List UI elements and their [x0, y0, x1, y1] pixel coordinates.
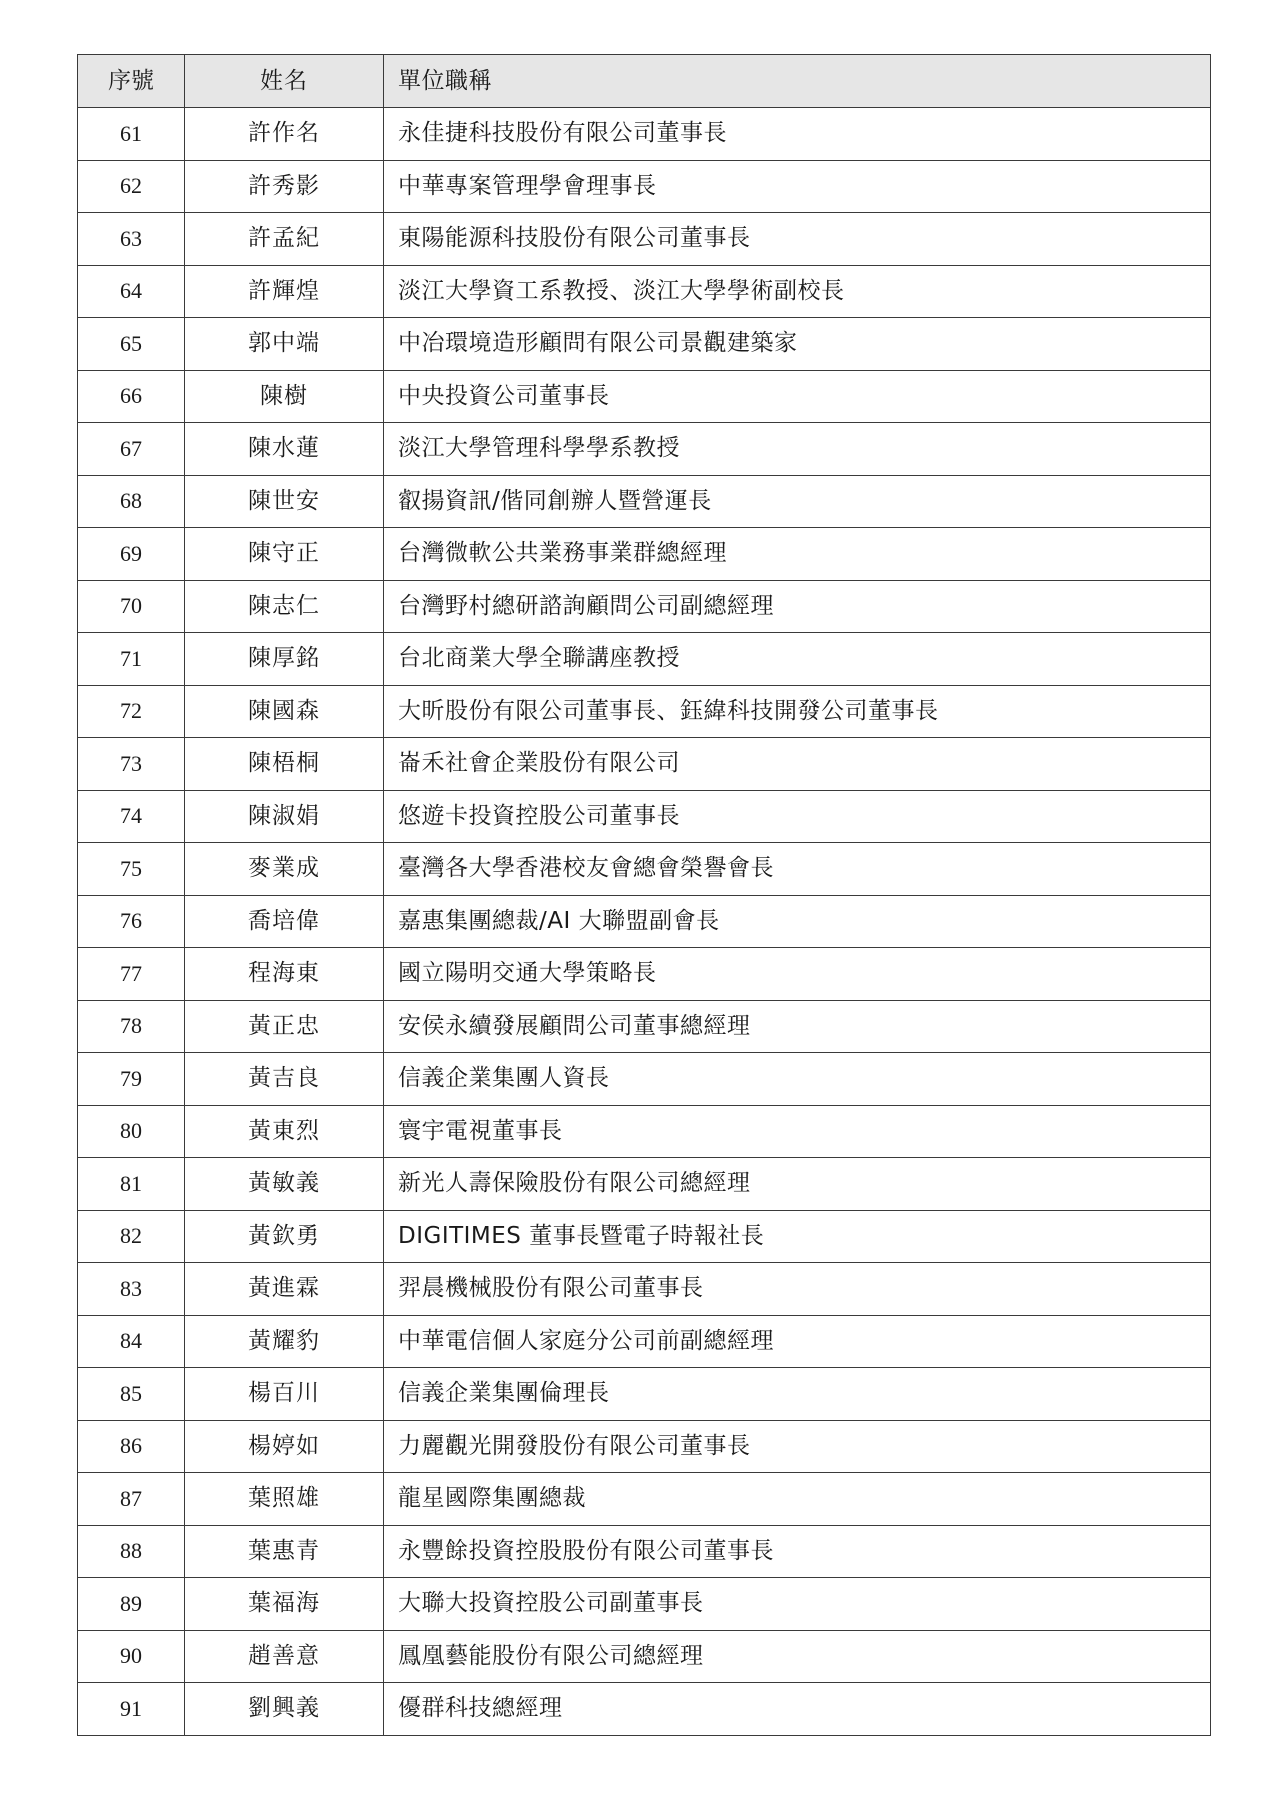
member-name: 陳守正	[185, 528, 384, 581]
row-number: 76	[78, 895, 185, 948]
table-row	[78, 475, 1211, 528]
row-number: 68	[78, 475, 185, 528]
member-name: 陳樹	[185, 370, 384, 423]
table-row	[78, 1158, 1211, 1211]
member-name: 許作名	[185, 108, 384, 161]
member-table-container	[77, 54, 1210, 1736]
member-name: 楊百川	[185, 1368, 384, 1421]
row-number: 83	[78, 1263, 185, 1316]
member-affiliation-title: 新光人壽保險股份有限公司總經理	[384, 1158, 1211, 1211]
member-name: 陳國森	[185, 685, 384, 738]
member-name: 楊婷如	[185, 1420, 384, 1473]
table-row	[78, 685, 1211, 738]
row-number: 62	[78, 160, 185, 213]
table-row	[78, 213, 1211, 266]
member-affiliation-title: 中央投資公司董事長	[384, 370, 1211, 423]
table-row	[78, 160, 1211, 213]
table-row	[78, 318, 1211, 371]
member-affiliation-title: DIGITIMES 董事長暨電子時報社長	[384, 1210, 1211, 1263]
member-affiliation-title: 大昕股份有限公司董事長、鈺緯科技開發公司董事長	[384, 685, 1211, 738]
row-number: 81	[78, 1158, 185, 1211]
member-affiliation-title: 台灣微軟公共業務事業群總經理	[384, 528, 1211, 581]
row-number: 73	[78, 738, 185, 791]
row-number: 63	[78, 213, 185, 266]
table-body	[78, 108, 1211, 1736]
table-row	[78, 1315, 1211, 1368]
table-row	[78, 790, 1211, 843]
header-title: 單位職稱	[384, 55, 1211, 108]
member-name: 陳水蓮	[185, 423, 384, 476]
row-number: 84	[78, 1315, 185, 1368]
table-row	[78, 1578, 1211, 1631]
table-row	[78, 633, 1211, 686]
table-row	[78, 843, 1211, 896]
member-name: 麥業成	[185, 843, 384, 896]
member-name: 葉福海	[185, 1578, 384, 1631]
row-number: 78	[78, 1000, 185, 1053]
member-affiliation-title: 信義企業集團倫理長	[384, 1368, 1211, 1421]
header-number: 序號	[78, 55, 185, 108]
member-affiliation-title: 臺灣各大學香港校友會總會榮譽會長	[384, 843, 1211, 896]
member-affiliation-title: 大聯大投資控股公司副董事長	[384, 1578, 1211, 1631]
member-name: 黃敏義	[185, 1158, 384, 1211]
row-number: 61	[78, 108, 185, 161]
member-affiliation-title: 台灣野村總研諮詢顧問公司副總經理	[384, 580, 1211, 633]
member-name: 黃正忠	[185, 1000, 384, 1053]
member-affiliation-title: 寰宇電視董事長	[384, 1105, 1211, 1158]
member-affiliation-title: 力麗觀光開發股份有限公司董事長	[384, 1420, 1211, 1473]
member-name: 黃進霖	[185, 1263, 384, 1316]
member-name: 喬培偉	[185, 895, 384, 948]
member-affiliation-title: 台北商業大學全聯講座教授	[384, 633, 1211, 686]
row-number: 90	[78, 1630, 185, 1683]
table-row	[78, 528, 1211, 581]
member-affiliation-title: 嘉惠集團總裁/AI 大聯盟副會長	[384, 895, 1211, 948]
table-row	[78, 1000, 1211, 1053]
member-affiliation-title: 中華電信個人家庭分公司前副總經理	[384, 1315, 1211, 1368]
member-name: 黃吉良	[185, 1053, 384, 1106]
row-number: 65	[78, 318, 185, 371]
member-affiliation-title: 永豐餘投資控股股份有限公司董事長	[384, 1525, 1211, 1578]
table-row	[78, 1368, 1211, 1421]
member-name: 黃欽勇	[185, 1210, 384, 1263]
header-name: 姓名	[185, 55, 384, 108]
member-affiliation-title: 鳳凰藝能股份有限公司總經理	[384, 1630, 1211, 1683]
row-number: 80	[78, 1105, 185, 1158]
row-number: 64	[78, 265, 185, 318]
row-number: 72	[78, 685, 185, 738]
member-affiliation-title: 中冶環境造形顧問有限公司景觀建築家	[384, 318, 1211, 371]
member-name: 許秀影	[185, 160, 384, 213]
member-affiliation-title: 中華專案管理學會理事長	[384, 160, 1211, 213]
member-name: 陳梧桐	[185, 738, 384, 791]
row-number: 77	[78, 948, 185, 1001]
table-row	[78, 895, 1211, 948]
table-row	[78, 108, 1211, 161]
member-affiliation-title: 永佳捷科技股份有限公司董事長	[384, 108, 1211, 161]
row-number: 85	[78, 1368, 185, 1421]
member-affiliation-title: 安侯永續發展顧問公司董事總經理	[384, 1000, 1211, 1053]
row-number: 70	[78, 580, 185, 633]
table-row	[78, 738, 1211, 791]
table-row	[78, 423, 1211, 476]
member-name: 陳厚銘	[185, 633, 384, 686]
table-row	[78, 1420, 1211, 1473]
member-name: 趙善意	[185, 1630, 384, 1683]
member-name: 陳志仁	[185, 580, 384, 633]
member-affiliation-title: 崙禾社會企業股份有限公司	[384, 738, 1211, 791]
row-number: 89	[78, 1578, 185, 1631]
member-name: 郭中端	[185, 318, 384, 371]
row-number: 75	[78, 843, 185, 896]
table-row	[78, 1105, 1211, 1158]
member-affiliation-title: 羿晨機械股份有限公司董事長	[384, 1263, 1211, 1316]
member-name: 劉興義	[185, 1683, 384, 1736]
member-affiliation-title: 悠遊卡投資控股公司董事長	[384, 790, 1211, 843]
member-affiliation-title: 淡江大學管理科學學系教授	[384, 423, 1211, 476]
member-name: 黃耀豹	[185, 1315, 384, 1368]
row-number: 87	[78, 1473, 185, 1526]
member-name: 陳淑娟	[185, 790, 384, 843]
table-row	[78, 1053, 1211, 1106]
member-name: 黃東烈	[185, 1105, 384, 1158]
table-row	[78, 580, 1211, 633]
table-row	[78, 265, 1211, 318]
row-number: 86	[78, 1420, 185, 1473]
member-name: 許孟紀	[185, 213, 384, 266]
row-number: 74	[78, 790, 185, 843]
row-number: 69	[78, 528, 185, 581]
row-number: 88	[78, 1525, 185, 1578]
member-table	[77, 54, 1211, 1736]
member-name: 葉照雄	[185, 1473, 384, 1526]
row-number: 67	[78, 423, 185, 476]
table-row	[78, 1210, 1211, 1263]
member-affiliation-title: 龍星國際集團總裁	[384, 1473, 1211, 1526]
member-affiliation-title: 叡揚資訊/偕同創辦人暨營運長	[384, 475, 1211, 528]
table-row	[78, 1683, 1211, 1736]
table-row	[78, 1630, 1211, 1683]
table-header	[78, 55, 1211, 108]
member-name: 許輝煌	[185, 265, 384, 318]
row-number: 71	[78, 633, 185, 686]
member-affiliation-title: 淡江大學資工系教授、淡江大學學術副校長	[384, 265, 1211, 318]
table-row	[78, 1525, 1211, 1578]
member-affiliation-title: 優群科技總經理	[384, 1683, 1211, 1736]
table-row	[78, 1263, 1211, 1316]
row-number: 91	[78, 1683, 185, 1736]
row-number: 66	[78, 370, 185, 423]
member-affiliation-title: 信義企業集團人資長	[384, 1053, 1211, 1106]
member-affiliation-title: 東陽能源科技股份有限公司董事長	[384, 213, 1211, 266]
member-name: 葉惠青	[185, 1525, 384, 1578]
table-row	[78, 370, 1211, 423]
row-number: 79	[78, 1053, 185, 1106]
table-row	[78, 948, 1211, 1001]
member-affiliation-title: 國立陽明交通大學策略長	[384, 948, 1211, 1001]
row-number: 82	[78, 1210, 185, 1263]
member-name: 程海東	[185, 948, 384, 1001]
header-row	[78, 55, 1211, 108]
table-row	[78, 1473, 1211, 1526]
member-name: 陳世安	[185, 475, 384, 528]
